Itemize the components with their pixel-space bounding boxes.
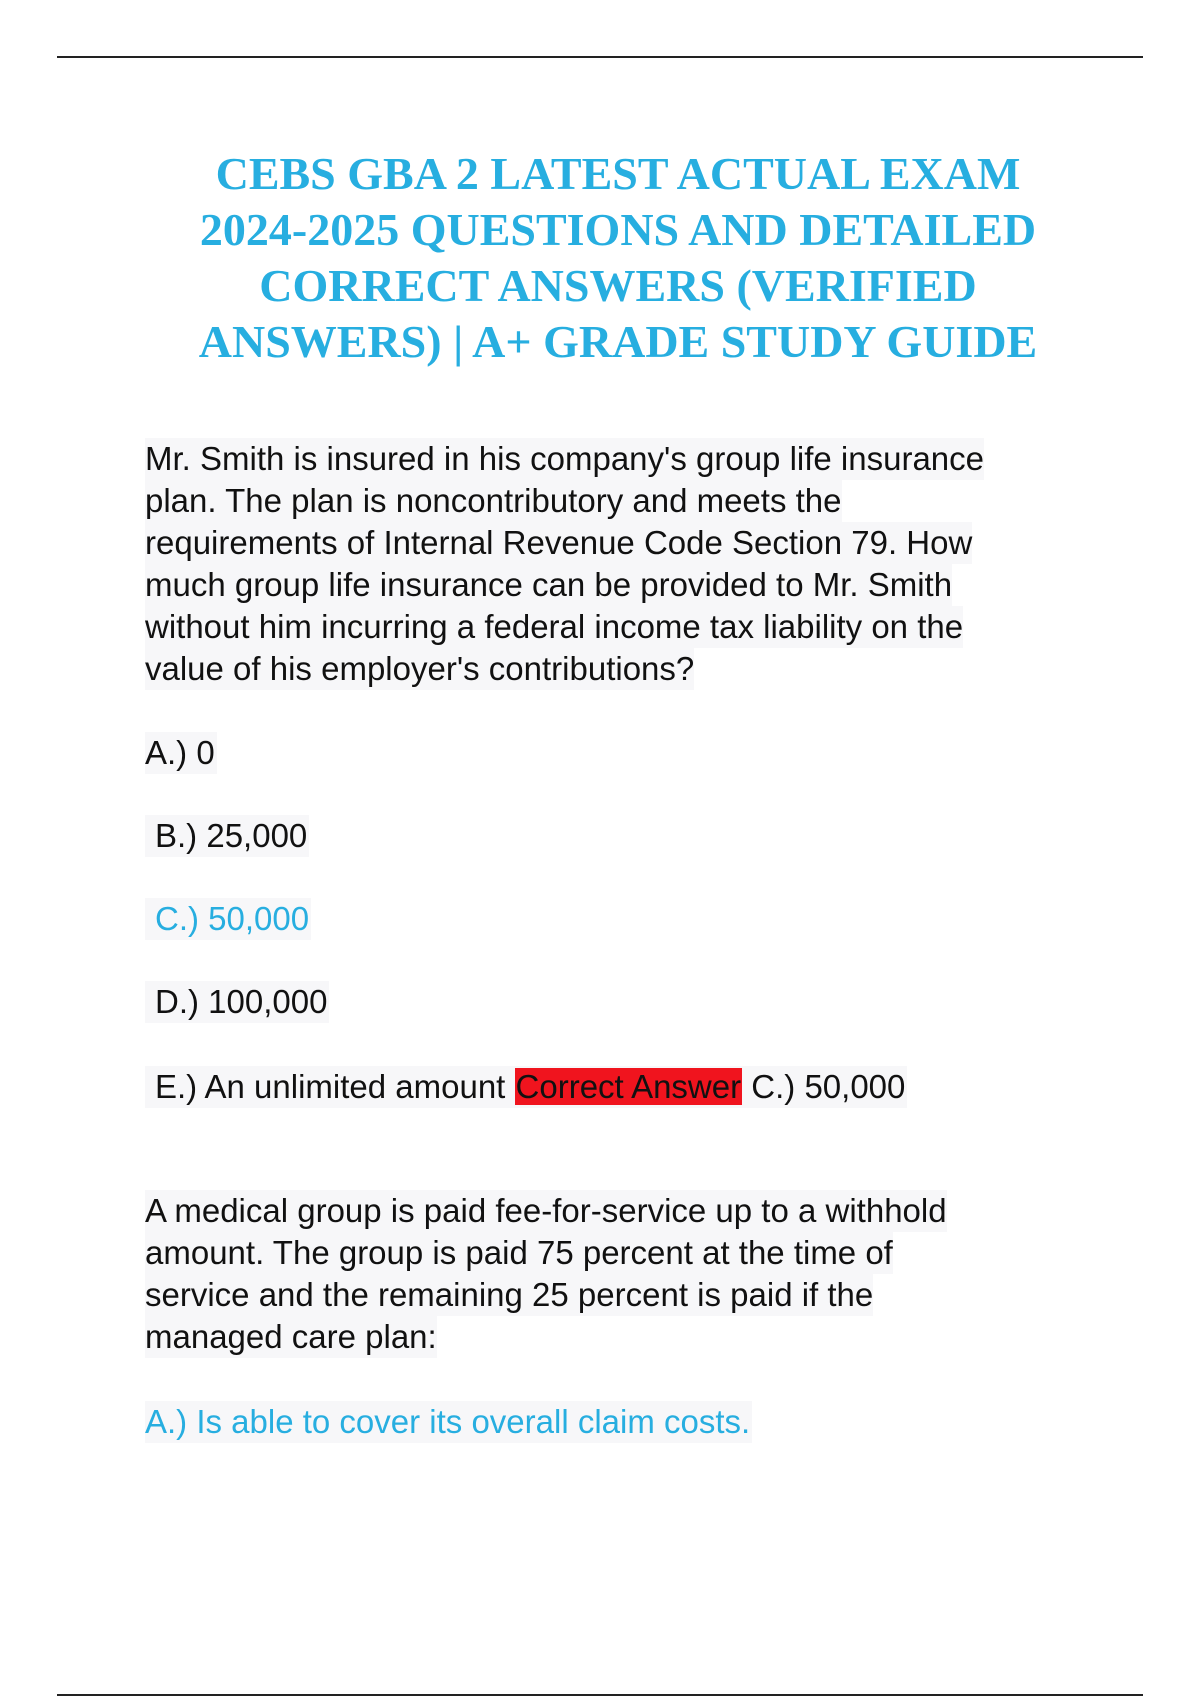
question-1-option-e: E.) An unlimited amount (155, 1068, 506, 1105)
question-2-line-3: service and the remaining 25 percent is paid if the (145, 1274, 873, 1316)
title-line-3: CORRECT ANSWERS (VERIFIED (259, 260, 977, 311)
title-line-1: CEBS GBA 2 LATEST ACTUAL EXAM (215, 148, 1021, 199)
question-1-line-2: plan. The plan is noncontributory and meets the (145, 480, 842, 522)
correct-answer-value: C.) 50,000 (751, 1068, 906, 1105)
question-2-line-2: amount. The group is paid 75 percent at the time of (145, 1232, 893, 1274)
correct-answer-label: Correct Answer (515, 1068, 742, 1105)
question-1-line-4: much group life insurance can be provided to Mr. Smith (145, 564, 952, 606)
title-line-4: ANSWERS) | A+ GRADE STUDY GUIDE (198, 316, 1038, 367)
footer-rule (57, 1694, 1143, 1696)
question-2-line-4: managed care plan: (145, 1316, 437, 1358)
header-rule (57, 56, 1143, 58)
question-1-option-e-row (145, 1066, 907, 1108)
question-1-text (145, 438, 984, 690)
document-title (120, 146, 1116, 370)
question-1-line-1: Mr. Smith is insured in his company's group life insurance (145, 438, 984, 480)
question-1-option-c: C.) 50,000 (145, 898, 311, 940)
question-1-option-b: B.) 25,000 (145, 815, 309, 857)
question-1-line-6: value of his employer's contributions? (145, 648, 694, 690)
question-1-option-a: A.) 0 (145, 732, 217, 774)
question-2-text (145, 1190, 947, 1358)
question-2-line-1: A medical group is paid fee-for-service up to a withhold (145, 1190, 947, 1232)
question-1-line-3: requirements of Internal Revenue Code Section 79. How (145, 522, 972, 564)
question-2-option-a: A.) Is able to cover its overall claim costs. (145, 1401, 752, 1443)
title-line-2: 2024-2025 QUESTIONS AND DETAILED (199, 204, 1037, 255)
question-1-option-d: D.) 100,000 (145, 981, 329, 1023)
question-1-line-5: without him incurring a federal income tax liability on the (145, 606, 963, 648)
